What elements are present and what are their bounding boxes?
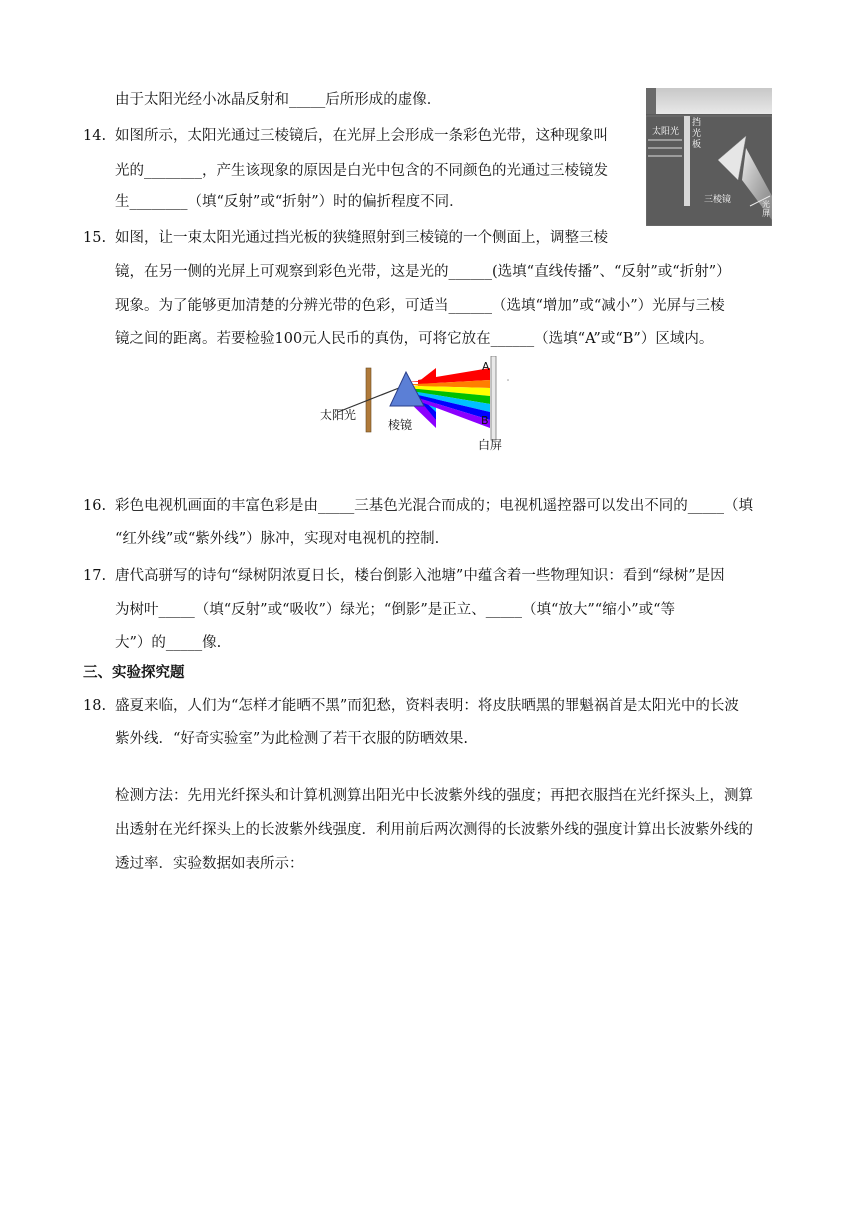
q15-number: 15.: [83, 230, 107, 246]
q14-number: 14.: [83, 128, 107, 144]
q14-label-prism: 三棱镜: [704, 195, 732, 205]
q14-label-screen: 光屏: [762, 200, 770, 218]
q16-line-1: 彩色电视机画面的丰富色彩是由_____三基色光混合而成的；电视机遥控器可以发出不同的_____（填: [115, 498, 753, 514]
q14-line-1: 如图所示，太阳光通过三棱镜后，在光屏上会形成一条彩色光带，这种现象叫: [115, 128, 608, 144]
q15-label-a: A: [482, 360, 490, 373]
prism-photo: [646, 88, 772, 226]
q15-line-2: 镜，在另一侧的光屏上可观察到彩色光带，这是光的______(选填“直线传播”、“反射”或“折射”）: [115, 264, 731, 280]
q13-line: 由于太阳光经小冰晶反射和_____后所形成的虚像．: [115, 92, 442, 108]
section-heading: 三、实验探究题: [83, 664, 185, 681]
q14-label-sunlight: 太阳光: [652, 127, 680, 137]
q18-line-1: 盛夏来临，人们为“怎样才能晒不黑”而犯愁，资料表明：将皮肤晒黑的罪魁祸首是太阳光中的长波: [115, 698, 739, 714]
q17-line-1: 唐代高骈写的诗句“绿树阴浓夏日长，楼台倒影入池塘”中蕴含着一些物理知识：看到“绿树”是因: [115, 568, 725, 584]
q15-label-sunlight: 太阳光: [320, 408, 357, 422]
q15-line-1: 如图，让一束太阳光通过挡光板的狭缝照射到三棱镜的一个侧面上，调整三棱: [115, 230, 608, 246]
q15-line-3: 现象。为了能够更加清楚的分辨光带的色彩，可适当______（选填“增加”或“减小”）光屏与三棱: [115, 298, 725, 314]
q17-number: 17.: [83, 568, 107, 584]
q15-label-screen: 白屏: [478, 438, 503, 452]
q14-label-board: 挡光板: [692, 118, 702, 150]
q16-number: 16.: [83, 498, 107, 514]
q18-method-line-1: 检测方法：先用光纤探头和计算机测算出阳光中长波紫外线的强度；再把衣服挡在光纤探头上，测算: [115, 788, 753, 804]
q16-line-2: “红外线”或“紫外线”）脉冲，实现对电视机的控制.: [115, 531, 440, 547]
q15-figure: [318, 356, 518, 458]
q18-line-2: 紫外线．“好奇实验室”为此检测了若干衣服的防晒效果.: [115, 731, 468, 747]
q14-line-3: 生________（填“反射”或“折射”）时的偏折程度不同．: [115, 194, 464, 210]
q17-line-3: 大”）的_____像.: [115, 635, 222, 651]
q17-line-2: 为树叶_____（填“反射”或“吸收”）绿光；“倒影”是正立、_____（填“放大”“缩小”或“等: [115, 602, 676, 618]
q15-label-prism: 棱镜: [388, 418, 413, 432]
q15-label-b: B: [481, 414, 489, 427]
q14-line-2: 光的________，产生该现象的原因是白光中包含的不同颜色的光通过三棱镜发: [115, 163, 608, 179]
q15-line-4: 镜之间的距离。若要检验100元人民币的真伪，可将它放在______（选填“A”或“B”）区域内。: [115, 331, 714, 347]
q14-figure: [646, 88, 772, 226]
q18-number: 18.: [83, 698, 107, 714]
q18-method-line-3: 透过率．实验数据如表所示：: [115, 856, 304, 872]
q18-method-line-2: 出透射在光纤探头上的长波紫外线强度．利用前后两次测得的长波紫外线的强度计算出长波紫外线的: [115, 822, 753, 838]
